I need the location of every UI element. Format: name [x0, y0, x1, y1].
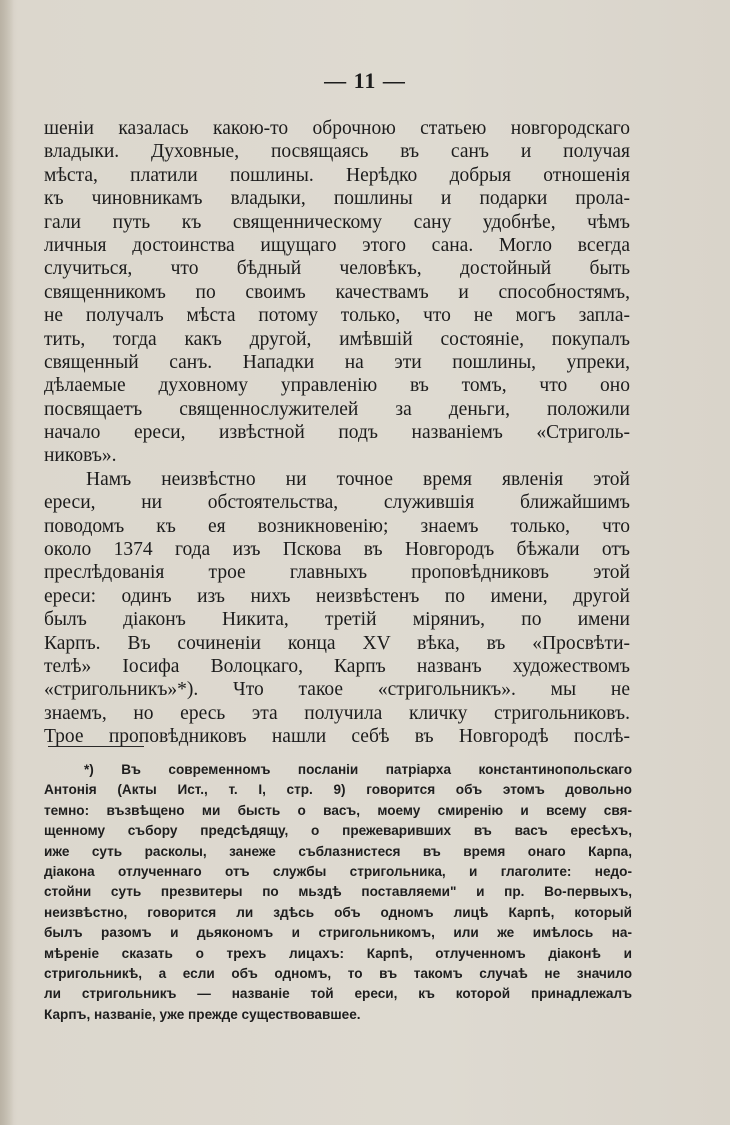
text-line: священникомъ по своимъ качествамъ и способностямъ,: [44, 281, 630, 303]
page-edge-shadow: [0, 0, 14, 1125]
page-number: — 11 —: [324, 68, 406, 93]
text-line: къ чиновникамъ владыки, пошлины и подарки прола-: [44, 188, 630, 210]
text-line: «стригольникъ»*). Что такое «стригольникъ». мы не: [44, 679, 630, 701]
text-line: посвящаетъ священнослужителей за деньги, положили: [44, 398, 630, 420]
text-line: гали путь къ священническому сану удобнѣе, чѣмъ: [44, 211, 630, 233]
text-line: преслѣдованія трое главныхъ проповѣдниковъ этой: [44, 562, 630, 584]
text-line: знаемъ, но ересь эта получила кличку стригольниковъ.: [44, 702, 630, 724]
text-line: около 1374 года изъ Пскова въ Новгородъ бѣжали отъ: [44, 539, 630, 561]
text-line: шеніи казалась какою-то оброчною статьею новгородскаго: [44, 118, 630, 139]
text-line: дѣлаемые духовному управленію въ томъ, что оно: [44, 375, 630, 397]
footnote-line: темно: възвѣщено ми бысть о васъ, моему смиренію и всему свя-: [44, 802, 632, 818]
footnote-line: стойни суть презвитеры по мьздѣ поставляеми" и пр. Во-первыхъ,: [44, 884, 632, 900]
text-line: поводомъ къ ея возникновенію; знаемъ только, что: [44, 515, 630, 537]
text-line: личныя достоинства ищущаго этого сана. Могло всегда: [44, 234, 630, 256]
footnote-line: стригольникѣ, а если объ одномъ, то въ такомъ случаѣ не значило: [44, 965, 632, 981]
footnote-divider: [48, 746, 144, 747]
text-line: тить, тогда какъ другой, имѣвшій состояніе, покупалъ: [44, 328, 630, 350]
main-text: [44, 117, 630, 749]
footnote-line: діакона отлученнаго отъ службы стригольника, и глаголите: недо-: [44, 863, 632, 879]
text-line: владыки. Духовные, посвящаясь въ санъ и получая: [44, 141, 630, 163]
text-line: Трое проповѣдниковъ нашли себѣ въ Новгородѣ послѣ-: [44, 726, 630, 748]
text-line: Намъ неизвѣстно ни точное время явленія этой: [86, 468, 630, 490]
text-line: священный санъ. Нападки на эти пошлины, упреки,: [44, 351, 630, 373]
footnote-line: неизвѣстно, говорится ли здѣсь объ одномъ лицѣ Карпѣ, который: [44, 904, 632, 920]
text-line: былъ діаконъ Никита, третій міряниъ, по имени: [44, 609, 630, 631]
text-line: Карпъ. Въ сочиненіи конца XV вѣка, въ «Просвѣти-: [44, 632, 630, 654]
text-line: начало ереси, извѣстной подъ названіемъ «Стриголь-: [44, 422, 630, 444]
text-line: ереси, ни обстоятельства, служившія ближайшимъ: [44, 492, 630, 514]
footnote: [44, 760, 632, 1025]
footnote-line: Антонія (Акты Ист., т. I, стр. 9) говорится объ этомъ довольно: [44, 782, 632, 798]
footnote-line: ли стригольникъ — названіе той ереси, къ которой принадлежалъ: [44, 986, 632, 1002]
footnote-line: иже суть расколы, занеже съблазнистеся въ время онаго Карпа,: [44, 843, 632, 859]
footnote-line: *) Въ современномъ посланіи патріарха константинопольскаго: [84, 762, 632, 777]
footnote-line: щенному събору предсѣдящу, о прежеваривших въ васъ ересѣхъ,: [44, 823, 632, 839]
text-line: мѣста, платили пошлины. Нерѣдко добрыя отношенія: [44, 164, 630, 186]
footnote-line: мѣреніе сказать о трехъ лицахъ: Карпѣ, отлученномъ діаконѣ и: [44, 945, 632, 961]
text-line: не получалъ мѣста потому только, что не могъ запла-: [44, 305, 630, 327]
text-line: ереси: одинъ изъ нихъ неизвѣстенъ по имени, другой: [44, 585, 630, 607]
text-line: случиться, что бѣдный человѣкъ, достойный быть: [44, 258, 630, 280]
text-line: никовъ».: [44, 445, 117, 467]
footnote-line: Карпъ, названіе, уже прежде существовавшее.: [44, 1006, 361, 1022]
footnote-line: былъ разомъ и дьякономъ и стригольникомъ, или же имѣлось на-: [44, 925, 632, 941]
text-line: телѣ» Іосифа Волоцкаго, Карпъ названъ художествомъ: [44, 655, 630, 677]
